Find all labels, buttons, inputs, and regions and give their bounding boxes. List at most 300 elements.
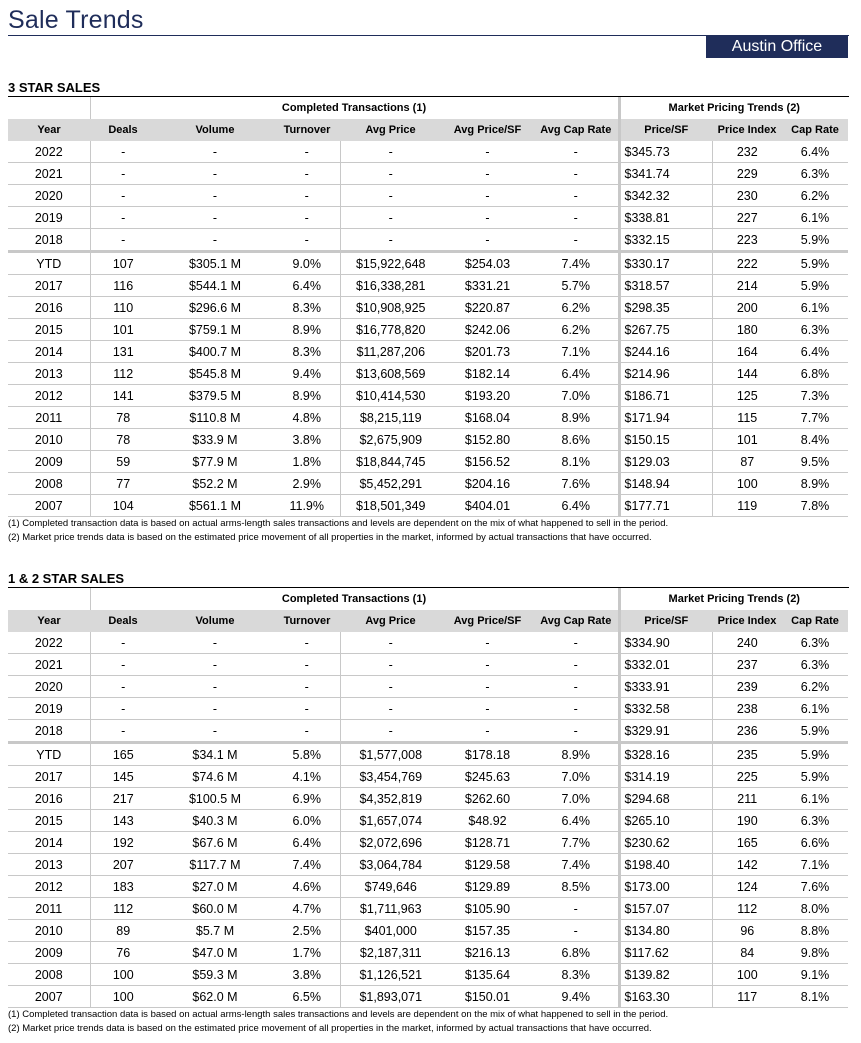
cell-cap-rate: 6.8%: [782, 363, 848, 385]
cell-price-sf: $157.07: [619, 898, 712, 920]
footnote: (2) Market price trends data is based on the estimated price movement of all properties in the market, informed by actual transactions that have occurred.: [8, 532, 652, 543]
cell-year: 2012: [8, 385, 90, 407]
cell-price-index: 223: [712, 229, 782, 252]
cell-volume: $40.3 M: [156, 810, 274, 832]
cell-avg-cap-rate: 6.8%: [534, 942, 619, 964]
footnote: (1) Completed transaction data is based on actual arms-length sales transactions and levels are dependent on the mix of what happened to sell in the period.: [8, 1009, 669, 1020]
cell-avg-price: $1,893,071: [340, 986, 441, 1008]
cell-deals: -: [90, 720, 156, 743]
cell-avg-cap-rate: -: [534, 698, 619, 720]
cell-price-index: 125: [712, 385, 782, 407]
cell-cap-rate: 8.9%: [782, 473, 848, 495]
column-header-row: [8, 610, 848, 632]
cell-avg-cap-rate: 6.2%: [534, 297, 619, 319]
cell-volume: $62.0 M: [156, 986, 274, 1008]
cell-avg-price: $401,000: [340, 920, 441, 942]
cell-avg-cap-rate: 8.1%: [534, 451, 619, 473]
cell-avg-price: $2,675,909: [340, 429, 441, 451]
cell-avg-price: $18,844,745: [340, 451, 441, 473]
cell-year: 2009: [8, 451, 90, 473]
cell-avg-price-sf: -: [441, 185, 534, 207]
column-header-volume: Volume: [156, 119, 274, 141]
group-completed-transactions: Completed Transactions (1): [90, 588, 619, 610]
table-row: [8, 297, 848, 319]
cell-cap-rate: 6.3%: [782, 654, 848, 676]
cell-avg-cap-rate: -: [534, 654, 619, 676]
cell-volume: $296.6 M: [156, 297, 274, 319]
cell-volume: $60.0 M: [156, 898, 274, 920]
cell-price-index: 229: [712, 163, 782, 185]
cell-avg-price-sf: $168.04: [441, 407, 534, 429]
cell-deals: 143: [90, 810, 156, 832]
cell-avg-cap-rate: -: [534, 229, 619, 252]
table-row: [8, 275, 848, 297]
cell-price-index: 96: [712, 920, 782, 942]
cell-avg-cap-rate: -: [534, 676, 619, 698]
cell-price-index: 124: [712, 876, 782, 898]
cell-avg-price: -: [340, 654, 441, 676]
cell-avg-price-sf: $204.16: [441, 473, 534, 495]
cell-volume: $27.0 M: [156, 876, 274, 898]
cell-avg-price-sf: -: [441, 141, 534, 163]
cell-avg-price-sf: $129.89: [441, 876, 534, 898]
column-header-price-sf: Price/SF: [619, 119, 712, 141]
table-row: [8, 385, 848, 407]
cell-cap-rate: 6.4%: [782, 141, 848, 163]
page-title: Sale Trends: [8, 6, 144, 34]
cell-price-index: 84: [712, 942, 782, 964]
cell-deals: -: [90, 676, 156, 698]
cell-avg-price: $4,352,819: [340, 788, 441, 810]
sales-table: [8, 588, 848, 1008]
cell-price-sf: $298.35: [619, 297, 712, 319]
cell-volume: $561.1 M: [156, 495, 274, 517]
cell-deals: 141: [90, 385, 156, 407]
cell-deals: 110: [90, 297, 156, 319]
column-header-price-index: Price Index: [712, 610, 782, 632]
table-row: [8, 698, 848, 720]
cell-price-index: 142: [712, 854, 782, 876]
table-row: [8, 407, 848, 429]
cell-price-index: 112: [712, 898, 782, 920]
cell-avg-price-sf: $156.52: [441, 451, 534, 473]
cell-price-index: 240: [712, 632, 782, 654]
cell-turnover: 8.9%: [274, 385, 340, 407]
cell-year: 2020: [8, 185, 90, 207]
cell-year: 2015: [8, 319, 90, 341]
footnote: (1) Completed transaction data is based on actual arms-length sales transactions and levels are dependent on the mix of what happened to sell in the period.: [8, 518, 669, 529]
column-header-avg-price: Avg Price: [340, 610, 441, 632]
cell-price-index: 232: [712, 141, 782, 163]
column-header-year: Year: [8, 610, 90, 632]
cell-avg-price-sf: $254.03: [441, 252, 534, 275]
cell-avg-price-sf: $152.80: [441, 429, 534, 451]
cell-volume: $117.7 M: [156, 854, 274, 876]
cell-turnover: 8.9%: [274, 319, 340, 341]
cell-avg-price-sf: $193.20: [441, 385, 534, 407]
group-header-row: [8, 97, 848, 119]
column-header-year: Year: [8, 119, 90, 141]
cell-deals: 183: [90, 876, 156, 898]
cell-avg-price-sf: $150.01: [441, 986, 534, 1008]
cell-turnover: 4.6%: [274, 876, 340, 898]
cell-volume: -: [156, 698, 274, 720]
cell-year: 2007: [8, 986, 90, 1008]
table-row: [8, 632, 848, 654]
cell-avg-price: -: [340, 676, 441, 698]
cell-cap-rate: 5.9%: [782, 229, 848, 252]
cell-turnover: 3.8%: [274, 964, 340, 986]
cell-volume: $67.6 M: [156, 832, 274, 854]
cell-avg-cap-rate: -: [534, 163, 619, 185]
cell-price-index: 180: [712, 319, 782, 341]
cell-price-sf: $330.17: [619, 252, 712, 275]
cell-turnover: -: [274, 654, 340, 676]
cell-avg-price: $10,414,530: [340, 385, 441, 407]
cell-avg-price: -: [340, 207, 441, 229]
cell-year: YTD: [8, 743, 90, 766]
cell-year: 2014: [8, 341, 90, 363]
cell-volume: $305.1 M: [156, 252, 274, 275]
cell-cap-rate: 7.6%: [782, 876, 848, 898]
table-row: [8, 942, 848, 964]
cell-avg-cap-rate: -: [534, 920, 619, 942]
cell-price-sf: $139.82: [619, 964, 712, 986]
cell-avg-cap-rate: 7.0%: [534, 788, 619, 810]
cell-turnover: -: [274, 141, 340, 163]
column-header-deals: Deals: [90, 119, 156, 141]
cell-deals: -: [90, 698, 156, 720]
column-header-avg-price: Avg Price: [340, 119, 441, 141]
table-row: [8, 654, 848, 676]
table-row: [8, 964, 848, 986]
cell-cap-rate: 9.8%: [782, 942, 848, 964]
cell-deals: -: [90, 141, 156, 163]
cell-price-index: 101: [712, 429, 782, 451]
cell-cap-rate: 8.0%: [782, 898, 848, 920]
table-row: [8, 341, 848, 363]
cell-deals: 78: [90, 429, 156, 451]
cell-price-sf: $129.03: [619, 451, 712, 473]
column-header-avg-cap-rate: Avg Cap Rate: [534, 119, 619, 141]
cell-deals: 89: [90, 920, 156, 942]
cell-cap-rate: 6.1%: [782, 788, 848, 810]
cell-cap-rate: 7.8%: [782, 495, 848, 517]
cell-cap-rate: 6.3%: [782, 163, 848, 185]
cell-price-index: 200: [712, 297, 782, 319]
cell-turnover: 6.4%: [274, 275, 340, 297]
cell-avg-price: $749,646: [340, 876, 441, 898]
cell-turnover: 2.9%: [274, 473, 340, 495]
cell-avg-price: $15,922,648: [340, 252, 441, 275]
cell-avg-price-sf: -: [441, 698, 534, 720]
cell-volume: -: [156, 141, 274, 163]
cell-cap-rate: 7.3%: [782, 385, 848, 407]
group-market-pricing-trends: Market Pricing Trends (2): [668, 593, 800, 605]
cell-price-sf: $230.62: [619, 832, 712, 854]
cell-volume: $47.0 M: [156, 942, 274, 964]
section-1-2-star-sales: [8, 571, 849, 1036]
cell-turnover: -: [274, 676, 340, 698]
cell-avg-price: -: [340, 698, 441, 720]
cell-price-sf: $265.10: [619, 810, 712, 832]
cell-cap-rate: 7.7%: [782, 407, 848, 429]
cell-turnover: -: [274, 229, 340, 252]
cell-turnover: 4.8%: [274, 407, 340, 429]
office-badge: Austin Office: [706, 36, 848, 58]
cell-turnover: -: [274, 698, 340, 720]
cell-volume: $52.2 M: [156, 473, 274, 495]
cell-avg-cap-rate: 9.4%: [534, 986, 619, 1008]
cell-cap-rate: 5.9%: [782, 252, 848, 275]
cell-price-sf: $328.16: [619, 743, 712, 766]
cell-price-sf: $171.94: [619, 407, 712, 429]
cell-price-sf: $163.30: [619, 986, 712, 1008]
cell-deals: 104: [90, 495, 156, 517]
cell-avg-price: -: [340, 720, 441, 743]
cell-price-sf: $334.90: [619, 632, 712, 654]
cell-year: 2022: [8, 632, 90, 654]
table-row: [8, 429, 848, 451]
cell-price-index: 100: [712, 473, 782, 495]
cell-avg-price: $8,215,119: [340, 407, 441, 429]
cell-turnover: -: [274, 632, 340, 654]
cell-turnover: -: [274, 720, 340, 743]
cell-avg-price: $10,908,925: [340, 297, 441, 319]
table-row: [8, 986, 848, 1008]
cell-deals: 112: [90, 898, 156, 920]
cell-year: 2021: [8, 163, 90, 185]
cell-year: 2008: [8, 964, 90, 986]
cell-volume: $379.5 M: [156, 385, 274, 407]
cell-year: 2013: [8, 854, 90, 876]
cell-deals: -: [90, 654, 156, 676]
cell-price-index: 100: [712, 964, 782, 986]
cell-price-index: 225: [712, 766, 782, 788]
cell-volume: $400.7 M: [156, 341, 274, 363]
cell-price-sf: $186.71: [619, 385, 712, 407]
cell-cap-rate: 6.4%: [782, 341, 848, 363]
cell-year: 2019: [8, 207, 90, 229]
cell-price-sf: $177.71: [619, 495, 712, 517]
cell-avg-cap-rate: -: [534, 185, 619, 207]
cell-deals: 116: [90, 275, 156, 297]
cell-price-sf: $332.58: [619, 698, 712, 720]
cell-price-index: 236: [712, 720, 782, 743]
cell-avg-price-sf: -: [441, 720, 534, 743]
section-title: 1 & 2 STAR SALES: [8, 571, 125, 586]
cell-year: 2013: [8, 363, 90, 385]
cell-price-index: 117: [712, 986, 782, 1008]
cell-avg-price: $2,072,696: [340, 832, 441, 854]
group-header-row: [8, 588, 848, 610]
cell-price-sf: $173.00: [619, 876, 712, 898]
cell-price-index: 119: [712, 495, 782, 517]
table-row: [8, 185, 848, 207]
cell-cap-rate: 9.5%: [782, 451, 848, 473]
cell-turnover: 5.8%: [274, 743, 340, 766]
cell-volume: -: [156, 632, 274, 654]
column-header-turnover: Turnover: [274, 610, 340, 632]
cell-deals: 101: [90, 319, 156, 341]
cell-turnover: 4.7%: [274, 898, 340, 920]
section-3-star-sales: [8, 80, 849, 545]
cell-cap-rate: 6.1%: [782, 698, 848, 720]
cell-deals: 207: [90, 854, 156, 876]
table-row: [8, 788, 848, 810]
cell-avg-price: $2,187,311: [340, 942, 441, 964]
cell-cap-rate: 6.3%: [782, 810, 848, 832]
cell-price-index: 214: [712, 275, 782, 297]
table-row: [8, 319, 848, 341]
table-row: [8, 898, 848, 920]
table-row: [8, 207, 848, 229]
cell-price-index: 235: [712, 743, 782, 766]
cell-year: 2009: [8, 942, 90, 964]
cell-volume: -: [156, 720, 274, 743]
cell-avg-price-sf: -: [441, 229, 534, 252]
cell-avg-cap-rate: 7.1%: [534, 341, 619, 363]
cell-avg-cap-rate: 8.5%: [534, 876, 619, 898]
table-row: [8, 766, 848, 788]
cell-price-index: 190: [712, 810, 782, 832]
cell-avg-cap-rate: -: [534, 898, 619, 920]
cell-cap-rate: 8.1%: [782, 986, 848, 1008]
cell-turnover: 1.7%: [274, 942, 340, 964]
cell-deals: -: [90, 207, 156, 229]
cell-avg-price-sf: $242.06: [441, 319, 534, 341]
group-spacer: [8, 588, 90, 610]
cell-deals: 77: [90, 473, 156, 495]
cell-price-sf: $332.15: [619, 229, 712, 252]
cell-avg-price-sf: $157.35: [441, 920, 534, 942]
cell-avg-price: $5,452,291: [340, 473, 441, 495]
cell-volume: $77.9 M: [156, 451, 274, 473]
cell-price-index: 165: [712, 832, 782, 854]
cell-volume: $545.8 M: [156, 363, 274, 385]
cell-price-sf: $267.75: [619, 319, 712, 341]
cell-volume: -: [156, 229, 274, 252]
cell-avg-cap-rate: 5.7%: [534, 275, 619, 297]
cell-price-sf: $198.40: [619, 854, 712, 876]
cell-deals: 100: [90, 986, 156, 1008]
table-row: [8, 676, 848, 698]
cell-turnover: 6.5%: [274, 986, 340, 1008]
cell-year: 2016: [8, 788, 90, 810]
cell-year: 2007: [8, 495, 90, 517]
cell-turnover: 8.3%: [274, 297, 340, 319]
cell-year: 2010: [8, 429, 90, 451]
cell-avg-cap-rate: 6.2%: [534, 319, 619, 341]
cell-avg-price-sf: $105.90: [441, 898, 534, 920]
column-header-price-sf: Price/SF: [619, 610, 712, 632]
table-row: [8, 876, 848, 898]
cell-cap-rate: 6.1%: [782, 297, 848, 319]
cell-avg-cap-rate: 7.6%: [534, 473, 619, 495]
cell-avg-price-sf: -: [441, 676, 534, 698]
cell-avg-price: -: [340, 229, 441, 252]
cell-turnover: 6.0%: [274, 810, 340, 832]
cell-cap-rate: 8.8%: [782, 920, 848, 942]
cell-volume: $33.9 M: [156, 429, 274, 451]
cell-turnover: 4.1%: [274, 766, 340, 788]
cell-avg-cap-rate: 6.4%: [534, 495, 619, 517]
cell-volume: -: [156, 676, 274, 698]
cell-year: 2019: [8, 698, 90, 720]
cell-avg-cap-rate: 8.9%: [534, 407, 619, 429]
column-header-avg-price-sf: Avg Price/SF: [441, 610, 534, 632]
cell-turnover: -: [274, 207, 340, 229]
cell-price-index: 227: [712, 207, 782, 229]
cell-price-sf: $318.57: [619, 275, 712, 297]
cell-cap-rate: 7.1%: [782, 854, 848, 876]
cell-avg-price-sf: -: [441, 632, 534, 654]
cell-volume: -: [156, 185, 274, 207]
cell-avg-price: $16,338,281: [340, 275, 441, 297]
cell-deals: 192: [90, 832, 156, 854]
cell-deals: -: [90, 185, 156, 207]
cell-price-sf: $329.91: [619, 720, 712, 743]
cell-year: 2017: [8, 766, 90, 788]
table-row: [8, 163, 848, 185]
cell-year: 2011: [8, 407, 90, 429]
column-header-volume: Volume: [156, 610, 274, 632]
column-header-price-index: Price Index: [712, 119, 782, 141]
cell-avg-price-sf: $129.58: [441, 854, 534, 876]
cell-avg-price: $3,064,784: [340, 854, 441, 876]
cell-volume: $544.1 M: [156, 275, 274, 297]
column-header-turnover: Turnover: [274, 119, 340, 141]
cell-turnover: 9.0%: [274, 252, 340, 275]
cell-deals: 78: [90, 407, 156, 429]
cell-deals: 131: [90, 341, 156, 363]
cell-avg-price-sf: $135.64: [441, 964, 534, 986]
cell-volume: -: [156, 207, 274, 229]
cell-avg-price-sf: $128.71: [441, 832, 534, 854]
column-header-deals: Deals: [90, 610, 156, 632]
table-row: [8, 363, 848, 385]
cell-avg-cap-rate: -: [534, 720, 619, 743]
cell-avg-price: -: [340, 632, 441, 654]
cell-year: 2016: [8, 297, 90, 319]
cell-year: 2014: [8, 832, 90, 854]
cell-turnover: -: [274, 163, 340, 185]
cell-year: 2012: [8, 876, 90, 898]
cell-cap-rate: 6.1%: [782, 207, 848, 229]
cell-year: 2010: [8, 920, 90, 942]
column-header-cap-rate: Cap Rate: [782, 610, 848, 632]
cell-price-index: 164: [712, 341, 782, 363]
cell-price-sf: $150.15: [619, 429, 712, 451]
cell-price-sf: $314.19: [619, 766, 712, 788]
sales-table: [8, 97, 848, 517]
cell-deals: 217: [90, 788, 156, 810]
cell-cap-rate: 6.3%: [782, 632, 848, 654]
cell-avg-price: $11,287,206: [340, 341, 441, 363]
cell-year: 2008: [8, 473, 90, 495]
cell-volume: -: [156, 163, 274, 185]
cell-avg-cap-rate: 8.3%: [534, 964, 619, 986]
cell-volume: $759.1 M: [156, 319, 274, 341]
cell-avg-price-sf: -: [441, 163, 534, 185]
cell-price-sf: $333.91: [619, 676, 712, 698]
cell-avg-price-sf: -: [441, 654, 534, 676]
cell-volume: $100.5 M: [156, 788, 274, 810]
cell-avg-price: $16,778,820: [340, 319, 441, 341]
table-row: [8, 720, 848, 743]
cell-avg-price-sf: $331.21: [441, 275, 534, 297]
cell-turnover: 2.5%: [274, 920, 340, 942]
